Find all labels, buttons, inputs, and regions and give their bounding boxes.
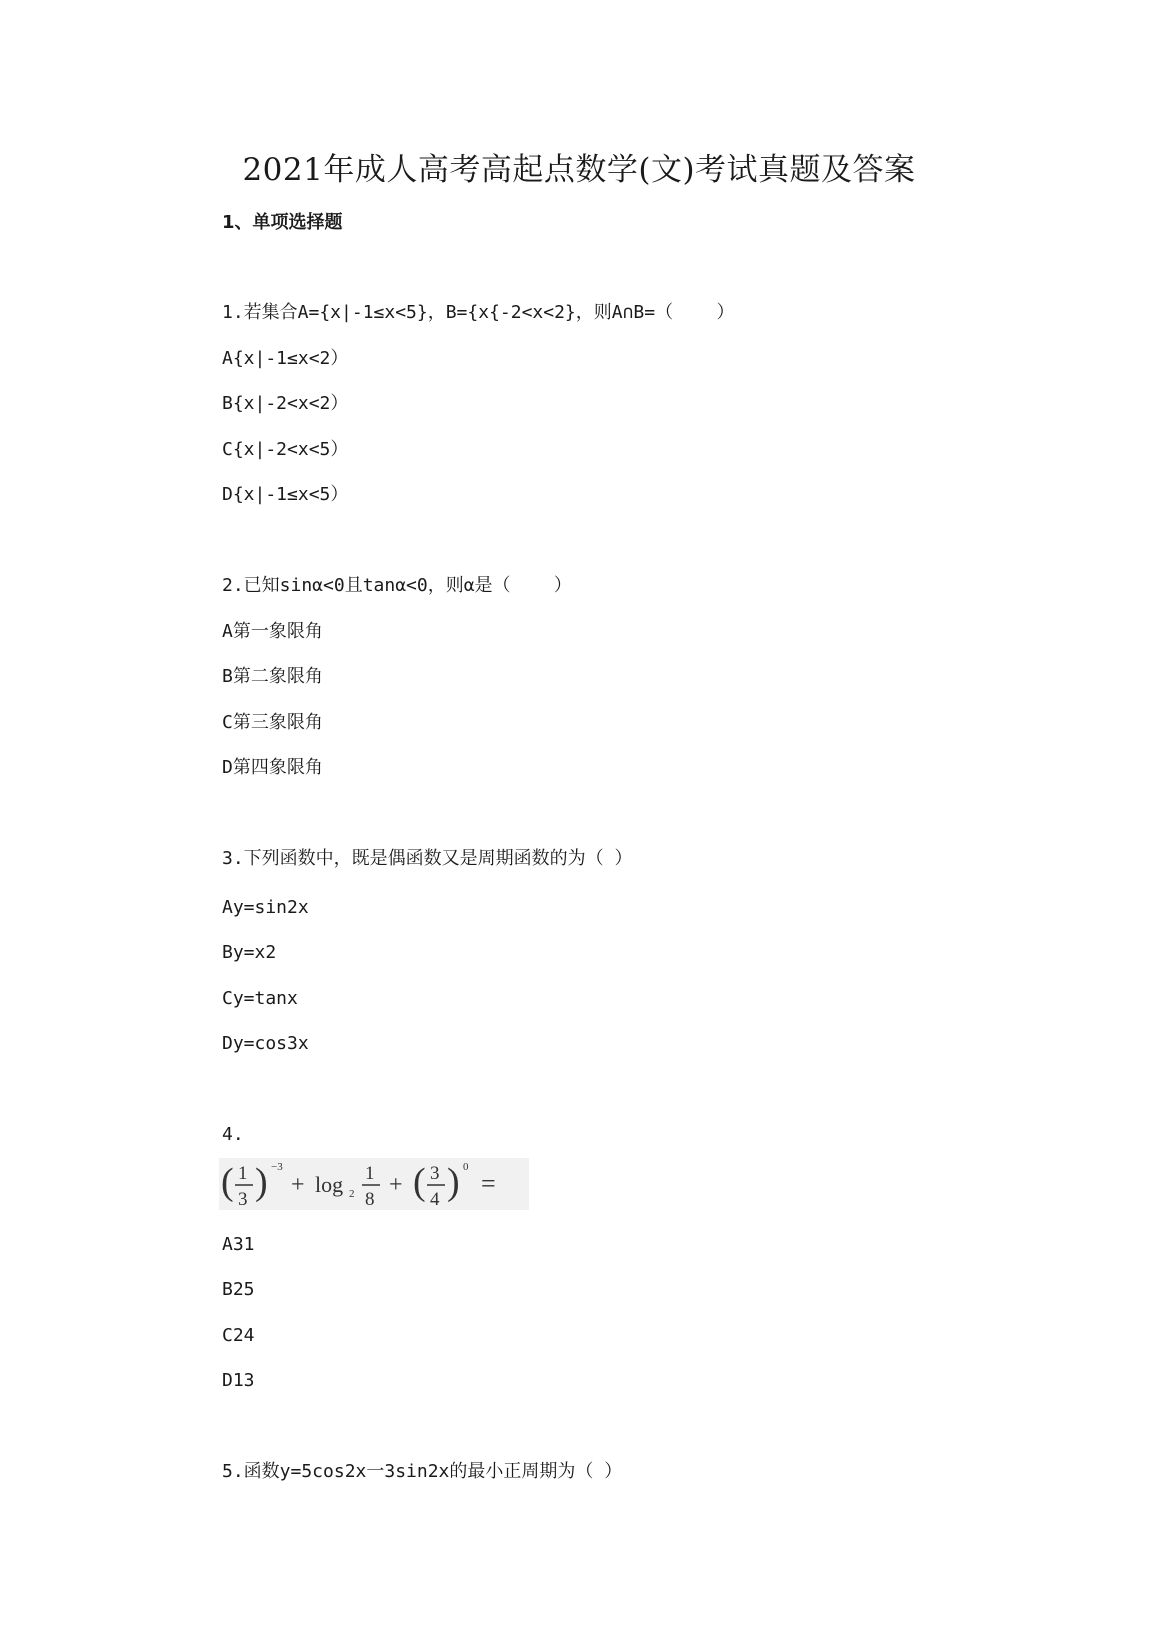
formula-frac3-num: 3 xyxy=(430,1163,440,1184)
formula-frac1-den: 3 xyxy=(238,1189,248,1210)
formula-frac1-num: 1 xyxy=(238,1163,248,1184)
formula-paren: ) xyxy=(255,1161,268,1203)
formula-plus: + xyxy=(291,1172,305,1198)
question-4-option-b: B25 xyxy=(222,1279,255,1300)
formula-frac2-num: 1 xyxy=(365,1163,375,1184)
formula-frac2-den: 8 xyxy=(365,1189,375,1210)
question-2-stem: 2.已知sinα<0且tanα<0，则α是（ ） xyxy=(222,575,572,596)
formula-log: log xyxy=(315,1172,344,1197)
question-4-stem: 4. xyxy=(222,1124,244,1145)
question-1-option-d: D{x|-1≤x<5） xyxy=(222,484,349,505)
question-1-option-a: A{x|-1≤x<2） xyxy=(222,348,349,369)
question-4-option-a: A31 xyxy=(222,1234,255,1255)
question-4-option-d: D13 xyxy=(222,1370,255,1391)
question-1-option-b: B{x|-2<x<2） xyxy=(222,393,349,414)
question-3-option-c: Cy=tanx xyxy=(222,988,298,1009)
formula-paren: ( xyxy=(221,1161,234,1203)
question-3-option-b: By=x2 xyxy=(222,942,277,963)
formula-plus: + xyxy=(389,1172,403,1198)
formula-paren: ) xyxy=(447,1161,460,1203)
formula-frac3-den: 4 xyxy=(430,1189,440,1210)
question-2-option-b: B第二象限角 xyxy=(222,666,323,687)
question-2-option-d: D第四象限角 xyxy=(222,757,323,778)
document-title: 2021年成人高考高起点数学(文)考试真题及答案 xyxy=(242,152,916,188)
formula-log-base: 2 xyxy=(349,1188,355,1200)
question-1-stem: 1.若集合A={x|-1≤x<5}，B={x{-2<x<2}，则A∩B=（ ） xyxy=(222,302,735,323)
section-heading: 1、单项选择题 xyxy=(222,212,343,233)
question-3-stem: 3.下列函数中，既是偶函数又是周期函数的为（ ） xyxy=(222,848,633,869)
question-3-option-a: Ay=sin2x xyxy=(222,897,309,918)
question-3-option-d: Dy=cos3x xyxy=(222,1033,309,1054)
question-4-formula xyxy=(219,1158,529,1210)
formula-exp3: 0 xyxy=(463,1161,469,1173)
question-2-option-a: A第一象限角 xyxy=(222,621,323,642)
question-5-stem: 5.函数y=5cos2x一3sin2x的最小正周期为（ ） xyxy=(222,1461,623,1482)
question-1-option-c: C{x|-2<x<5） xyxy=(222,439,349,460)
formula-exp1: −3 xyxy=(271,1161,283,1173)
formula-paren: ( xyxy=(413,1161,426,1203)
question-4-option-c: C24 xyxy=(222,1325,255,1346)
question-2-option-c: C第三象限角 xyxy=(222,712,323,733)
formula-equals: = xyxy=(481,1169,496,1198)
